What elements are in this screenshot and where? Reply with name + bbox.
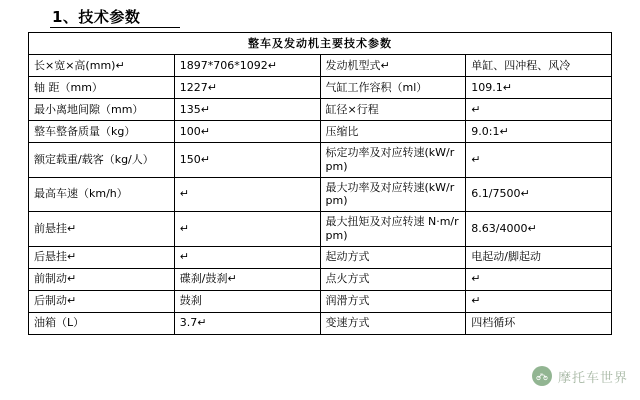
row-label-2: 发动机型式↵ (320, 55, 466, 77)
row-label: 最小离地间隙（mm） (29, 99, 175, 121)
table-title-row (29, 33, 612, 55)
spec-table-body (29, 33, 612, 335)
row-value: 150↵ (174, 143, 320, 178)
spec-table (28, 32, 612, 335)
table-row (29, 121, 612, 143)
row-value-2: 单缸、四冲程、风冷 (466, 55, 612, 77)
row-label-2: 润滑方式 (320, 290, 466, 312)
row-value: ↵ (174, 212, 320, 247)
row-label: 后悬挂↵ (29, 246, 175, 268)
row-label-2: 压缩比 (320, 121, 466, 143)
row-label-2: 点火方式 (320, 268, 466, 290)
row-label-2: 最大扭矩及对应转速 N·m/rpm) (320, 212, 466, 247)
row-label-2: 标定功率及对应转速(kW/rpm) (320, 143, 466, 178)
row-label: 后制动↵ (29, 290, 175, 312)
table-row (29, 212, 612, 247)
row-label-2: 变速方式 (320, 312, 466, 334)
table-title: 整车及发动机主要技术参数 (29, 33, 612, 55)
row-label: 前制动↵ (29, 268, 175, 290)
table-row (29, 143, 612, 178)
table-row (29, 77, 612, 99)
table-row (29, 99, 612, 121)
row-value: 1227↵ (174, 77, 320, 99)
row-value-2: 6.1/7500↵ (466, 177, 612, 212)
watermark (532, 366, 628, 386)
row-value: 3.7↵ (174, 312, 320, 334)
row-value-2: 8.63/4000↵ (466, 212, 612, 247)
row-value-2: ↵ (466, 290, 612, 312)
row-value-2: 四档循环 (466, 312, 612, 334)
row-label-2: 缸径×行程 (320, 99, 466, 121)
table-row (29, 55, 612, 77)
row-value: 碟刹/鼓刹↵ (174, 268, 320, 290)
row-value: 1897*706*1092↵ (174, 55, 320, 77)
row-label-2: 起动方式 (320, 246, 466, 268)
table-row (29, 312, 612, 334)
row-label-2: 最大功率及对应转速(kW/rpm) (320, 177, 466, 212)
row-value: ↵ (174, 246, 320, 268)
watermark-label: 摩托车世界 (557, 370, 628, 386)
row-value: 100↵ (174, 121, 320, 143)
row-label: 前悬挂↵ (29, 212, 175, 247)
row-value-2: ↵ (466, 143, 612, 178)
row-label-2: 气缸工作容积（ml） (320, 77, 466, 99)
row-value-2: ↵ (466, 99, 612, 121)
table-row (29, 268, 612, 290)
table-row (29, 290, 612, 312)
row-value: 135↵ (174, 99, 320, 121)
title-underline (50, 27, 180, 28)
row-label: 最高车速（km/h） (29, 177, 175, 212)
row-label: 整车整备质量（kg） (29, 121, 175, 143)
row-value-2: ↵ (466, 268, 612, 290)
row-value: 鼓刹 (174, 290, 320, 312)
row-value: ↵ (174, 177, 320, 212)
row-value-2: 109.1↵ (466, 77, 612, 99)
row-label: 额定载重/载客（kg/人） (29, 143, 175, 178)
row-label: 油箱（L） (29, 312, 175, 334)
row-label: 轴 距（mm） (29, 77, 175, 99)
row-value-2: 9.0:1↵ (466, 121, 612, 143)
row-value-2: 电起动/脚起动 (466, 246, 612, 268)
row-label: 长×宽×高(mm)↵ (29, 55, 175, 77)
motorcycle-icon (532, 366, 552, 386)
table-row (29, 246, 612, 268)
table-row (29, 177, 612, 212)
page-title: 1、技术参数 (52, 8, 141, 26)
